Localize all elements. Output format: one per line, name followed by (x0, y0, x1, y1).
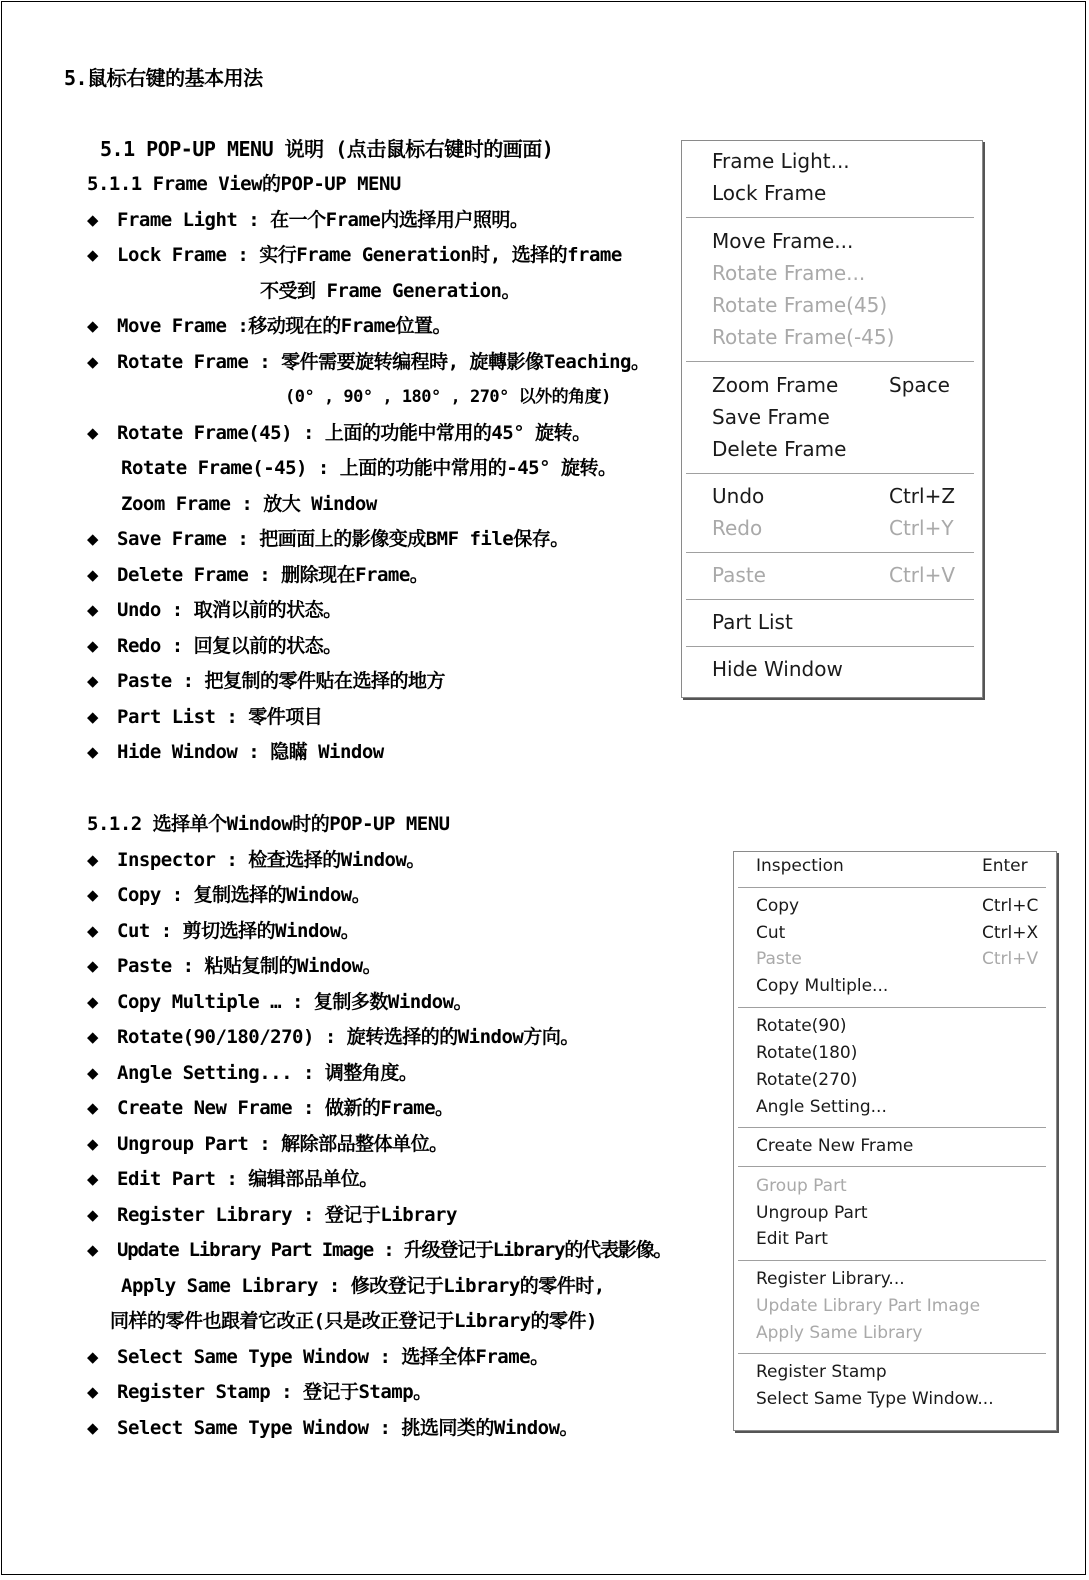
menu-separator (686, 599, 974, 601)
menu-item-inspection[interactable]: Inspection Enter (756, 856, 1028, 876)
menu-separator (686, 646, 974, 648)
bullet-icon: ◆ (87, 528, 98, 550)
menu-item-rotate-180[interactable]: Rotate(180) (756, 1043, 858, 1063)
menu-separator (738, 887, 1046, 889)
frame-view-line: ◆ Lock Frame : 实行Frame Generation时, 选择的frame (87, 244, 622, 266)
menu-item-rotate-270[interactable]: Rotate(270) (756, 1070, 858, 1090)
window-menu-line: ◆ Copy Multiple … : 复制多数Window。 (87, 991, 473, 1013)
shortcut-label: Ctrl+Z (889, 484, 956, 508)
menu-item-cut[interactable]: Cut Ctrl+X (756, 923, 1039, 943)
frame-view-line: ◆ Undo : 取消以前的状态。 (87, 599, 342, 621)
frame-view-line: ◆ Frame Light : 在一个Frame内选择用户照明。 (87, 209, 529, 231)
menu-item-delete-frame[interactable]: Delete Frame (712, 437, 847, 461)
bullet-icon: ◆ (87, 422, 98, 444)
frame-view-heading: 5.1.1 Frame View的POP-UP MENU (87, 173, 401, 195)
menu-item-rotate-frame[interactable]: Rotate Frame... (712, 261, 866, 285)
bullet-icon: ◆ (87, 741, 98, 763)
frame-view-line: ◆ Hide Window : 隐瞞 Window (87, 741, 384, 763)
menu-item-register-library[interactable]: Register Library... (756, 1269, 905, 1289)
bullet-icon: ◆ (87, 1239, 98, 1261)
menu-separator (686, 217, 974, 219)
menu-item-hide-window[interactable]: Hide Window (712, 657, 843, 681)
window-menu-line: ◆ Angle Setting... : 调整角度。 (87, 1062, 418, 1084)
frame-view-line: Zoom Frame : 放大 Window (121, 493, 377, 515)
bullet-icon: ◆ (87, 209, 98, 231)
frame-view-line: Rotate Frame(-45) : 上面的功能中常用的-45° 旋转。 (121, 457, 617, 479)
menu-item-part-list[interactable]: Part List (712, 610, 793, 634)
shortcut-label: Ctrl+V (982, 949, 1039, 969)
window-menu-line: ◆ Register Stamp : 登记于Stamp。 (87, 1381, 432, 1403)
menu-separator (686, 552, 974, 554)
bullet-icon: ◆ (87, 670, 98, 692)
shortcut-label: Ctrl+Y (889, 516, 954, 540)
menu-item-rotate-frame-45[interactable]: Rotate Frame(45) (712, 293, 888, 317)
bullet-icon: ◆ (87, 991, 98, 1013)
section-title: 5.鼠标右键的基本用法 (64, 66, 263, 90)
menu-item-paste[interactable]: Paste Ctrl+V (712, 563, 956, 587)
menu-item-copy[interactable]: Copy Ctrl+C (756, 896, 1039, 916)
menu-item-move-frame[interactable]: Move Frame... (712, 229, 854, 253)
window-menu-line: ◆ Select Same Type Window : 挑选同类的Window。 (87, 1417, 579, 1439)
menu-separator (686, 473, 974, 475)
menu-item-save-frame[interactable]: Save Frame (712, 405, 830, 429)
window-menu-line: ◆ Register Library : 登记于Library (87, 1204, 457, 1226)
menu-item-frame-light[interactable]: Frame Light... (712, 149, 850, 173)
menu-separator (738, 1127, 1046, 1129)
frame-view-line: ◆ Rotate Frame(45) : 上面的功能中常用的45° 旋转。 (87, 422, 591, 444)
menu-item-angle-setting[interactable]: Angle Setting... (756, 1097, 887, 1117)
menu-item-edit-part[interactable]: Edit Part (756, 1229, 828, 1249)
bullet-icon: ◆ (87, 635, 98, 657)
frame-view-line: 不受到 Frame Generation。 (260, 280, 520, 302)
menu-item-group-part[interactable]: Group Part (756, 1176, 847, 1196)
frame-view-popup-menu (681, 140, 983, 698)
bullet-icon: ◆ (87, 1097, 98, 1119)
menu-item-ungroup-part[interactable]: Ungroup Part (756, 1203, 868, 1223)
menu-separator (686, 361, 974, 363)
menu-item-undo[interactable]: Undo Ctrl+Z (712, 484, 956, 508)
window-menu-line: ◆ Select Same Type Window : 选择全体Frame。 (87, 1346, 549, 1368)
menu-item-zoom-frame[interactable]: Zoom Frame Space (712, 373, 950, 397)
bullet-icon: ◆ (87, 1417, 98, 1439)
bullet-icon: ◆ (87, 955, 98, 977)
menu-item-copy-multiple[interactable]: Copy Multiple... (756, 976, 889, 996)
menu-separator (738, 1007, 1046, 1009)
window-menu-line: ◆ Inspector : 检查选择的Window。 (87, 849, 425, 871)
frame-view-line: ◆ Move Frame :移动现在的Frame位置。 (87, 315, 451, 337)
menu-separator (738, 1353, 1046, 1355)
menu-separator (738, 1166, 1046, 1168)
menu-item-rotate-frame-minus-45[interactable]: Rotate Frame(-45) (712, 325, 895, 349)
window-menu-line: ◆ Paste : 粘贴复制的Window。 (87, 955, 382, 977)
window-menu-line: 同样的零件也跟着它改正(只是改正登记于Library的零件) (110, 1310, 597, 1332)
shortcut-label: Enter (982, 856, 1028, 876)
shortcut-label: Ctrl+C (982, 896, 1039, 916)
menu-item-register-stamp[interactable]: Register Stamp (756, 1362, 887, 1382)
menu-item-create-new-frame[interactable]: Create New Frame (756, 1136, 914, 1156)
window-menu-line: ◆ Copy : 复制选择的Window。 (87, 884, 371, 906)
window-menu-line: ◆ Create New Frame : 做新的Frame。 (87, 1097, 454, 1119)
shortcut-label: Ctrl+X (982, 923, 1039, 943)
window-menu-line: ◆ Update Library Part Image : 升级登记于Library的代表影像。 (87, 1239, 672, 1261)
bullet-icon: ◆ (87, 244, 98, 266)
menu-item-apply-same-library[interactable]: Apply Same Library (756, 1323, 923, 1343)
window-popup-menu (733, 851, 1057, 1431)
shortcut-label: Ctrl+V (889, 563, 956, 587)
bullet-icon: ◆ (87, 884, 98, 906)
window-menu-line: ◆ Edit Part : 编辑部品单位。 (87, 1168, 378, 1190)
menu-item-paste[interactable]: Paste Ctrl+V (756, 949, 1039, 969)
window-menu-heading: 5.1.2 选择单个Window时的POP-UP MENU (87, 813, 450, 835)
window-menu-line: Apply Same Library : 修改登记于Library的零件时, (121, 1275, 605, 1297)
menu-separator (738, 1260, 1046, 1262)
bullet-icon: ◆ (87, 1346, 98, 1368)
bullet-icon: ◆ (87, 920, 98, 942)
bullet-icon: ◆ (87, 1381, 98, 1403)
menu-item-rotate-90[interactable]: Rotate(90) (756, 1016, 847, 1036)
window-menu-line: ◆ Rotate(90/180/270) : 旋转选择的的Window方向。 (87, 1026, 579, 1048)
frame-view-line: ◆ Rotate Frame : 零件需要旋转编程時, 旋轉影像Teaching。 (87, 351, 650, 373)
bullet-icon: ◆ (87, 1062, 98, 1084)
bullet-icon: ◆ (87, 315, 98, 337)
frame-view-line: ◆ Paste : 把复制的零件贴在选择的地方 (87, 670, 446, 692)
bullet-icon: ◆ (87, 1204, 98, 1226)
frame-view-line: ◆ Part List : 零件项目 (87, 706, 323, 728)
bullet-icon: ◆ (87, 1133, 98, 1155)
frame-view-line: ◆ Redo : 回复以前的状态。 (87, 635, 342, 657)
bullet-icon: ◆ (87, 706, 98, 728)
bullet-icon: ◆ (87, 564, 98, 586)
frame-view-line: ◆ Save Frame : 把画面上的影像变成BMF file保存。 (87, 528, 569, 550)
menu-item-redo[interactable]: Redo Ctrl+Y (712, 516, 954, 540)
bullet-icon: ◆ (87, 1026, 98, 1048)
subsection-title: 5.1 POP-UP MENU 说明 (点击鼠标右键时的画面) (100, 137, 554, 161)
menu-item-update-library-part-image[interactable]: Update Library Part Image (756, 1296, 981, 1316)
frame-view-line: (0° , 90° , 180° , 270° 以外的角度) (285, 387, 611, 407)
frame-view-line: ◆ Delete Frame : 删除现在Frame。 (87, 564, 429, 586)
bullet-icon: ◆ (87, 849, 98, 871)
shortcut-label: Space (889, 373, 950, 397)
window-menu-line: ◆ Ungroup Part : 解除部品整体单位。 (87, 1133, 448, 1155)
menu-item-lock-frame[interactable]: Lock Frame (712, 181, 827, 205)
bullet-icon: ◆ (87, 1168, 98, 1190)
window-menu-line: ◆ Cut : 剪切选择的Window。 (87, 920, 360, 942)
menu-item-select-same-type-window[interactable]: Select Same Type Window... (756, 1389, 994, 1409)
bullet-icon: ◆ (87, 599, 98, 621)
bullet-icon: ◆ (87, 351, 98, 373)
